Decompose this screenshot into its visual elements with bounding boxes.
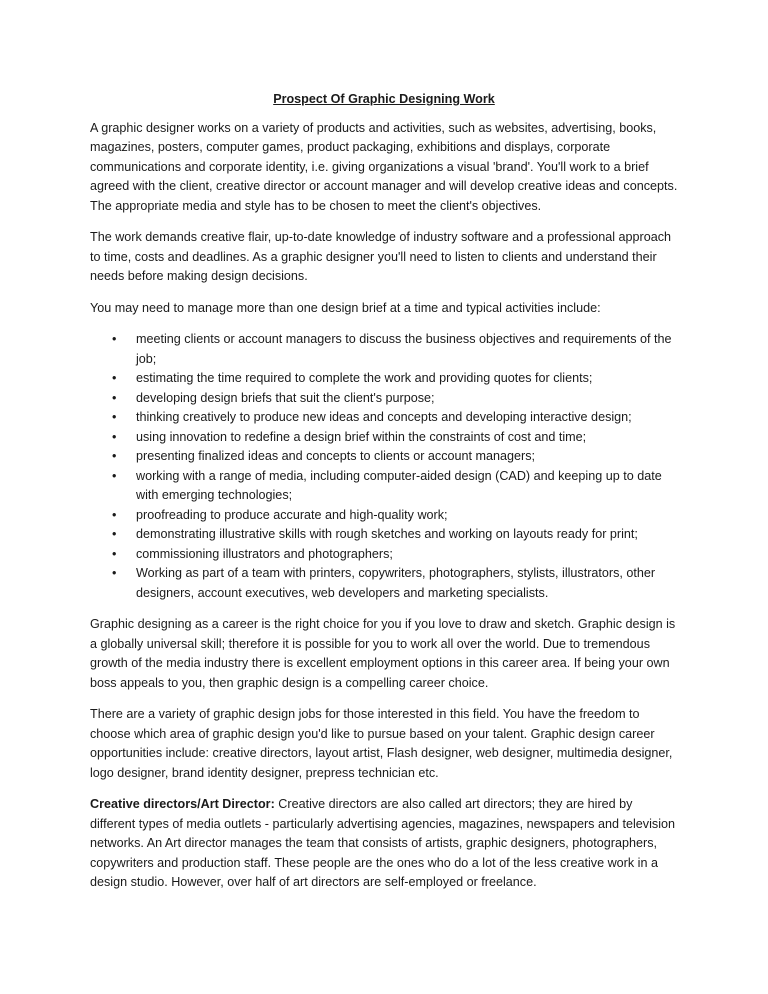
list-item [90, 447, 678, 467]
list-item [90, 330, 678, 369]
list-item-text: presenting finalized ideas and concepts to clients or account managers; [136, 449, 536, 463]
list-item-text: proofreading to produce accurate and high-quality work; [136, 507, 448, 522]
list-item [90, 389, 678, 409]
list-item-text: demonstrating illustrative skills with rough sketches and working on layouts ready for print; [136, 527, 638, 541]
paragraph-demands: The work demands creative flair, up-to-date knowledge of industry software and a professional approach to time, costs and deadlines. As a graphic designer you'll need to listen to clients and understand their needs before making design decisions. [90, 230, 672, 283]
bullet-icon: • [112, 371, 117, 385]
list-item [90, 545, 678, 565]
list-item [90, 428, 678, 448]
list-item [90, 467, 678, 506]
list-item-text: Working as part of a team with printers, copywriters, photographers, stylists, illustrators, other designers, account executives, web developers and marketing specialists. [136, 566, 656, 600]
list-item-text: developing design briefs that suit the client's purpose; [136, 390, 435, 405]
creative-directors-heading: Creative directors/Art Director: [90, 797, 275, 811]
creative-directors-text: Creative directors are also called art directors; they are hired by different types of media outlets - particularly advertising agencies, magazines, newspapers and television networks. An Art director manages the team that consists of artists, graphic designers, photographers, copywriters and production staff. These people are the ones who do a lot of the less creative work in a design studio. However, over half of art directors are self-employed or freelance. [90, 797, 675, 889]
bullet-icon: • [112, 390, 117, 405]
bullet-icon: • [112, 527, 117, 541]
list-item [90, 369, 678, 389]
list-item-text: using innovation to redefine a design brief within the constraints of cost and time; [136, 429, 587, 444]
list-item-text: meeting clients or account managers to discuss the business objectives and requirements of the job; [136, 332, 672, 366]
list-item [90, 525, 678, 545]
list-item [90, 564, 678, 603]
bullet-icon: • [112, 410, 117, 424]
list-item-text: working with a range of media, including computer-aided design (CAD) and keeping up to date with emerging technologies; [136, 468, 662, 502]
bullet-icon: • [112, 566, 117, 580]
list-item [90, 506, 678, 526]
list-item [90, 408, 678, 428]
paragraph-activities-intro: You may need to manage more than one design brief at a time and typical activities include: [90, 300, 601, 315]
list-item-text: thinking creatively to produce new ideas and concepts and developing interactive design; [136, 410, 632, 424]
activities-list [90, 330, 678, 603]
bullet-icon: • [112, 332, 117, 346]
bullet-icon: • [112, 507, 117, 522]
document-title: Prospect Of Graphic Designing Work [273, 92, 495, 106]
paragraph-jobs: There are a variety of graphic design jobs for those interested in this field. You have the freedom to choose which area of graphic design you'd like to pursue based on your talent. Graphic design career opportunities include: creative directors, layout artist, Flash designer, web designer, multimedia designer, logo designer, brand identity designer, prepress technician etc. [90, 707, 673, 780]
paragraph-intro: A graphic designer works on a variety of products and activities, such as websites, advertising, books, magazines, posters, computer games, product packaging, exhibitions and displays, corporate communications and corporate identity, i.e. giving organizations a visual 'brand'. You'll work to a brief agreed with the client, creative director or account manager and will develop creative ideas and concepts. The appropriate media and style has to be chosen to meet the client's objectives. [90, 120, 678, 213]
bullet-icon: • [112, 546, 117, 561]
bullet-icon: • [112, 468, 117, 483]
paragraph-creative-directors [90, 795, 678, 893]
bullet-icon: • [112, 449, 117, 463]
paragraph-career: Graphic designing as a career is the right choice for you if you love to draw and sketch. Graphic design is a globally universal skill; therefore it is possible for you to work all over the world. Due to tremendous growth of the media industry there is excellent employment options in this career area. If being your own boss appeals to you, then graphic design is a compelling career choice. [90, 617, 676, 690]
list-item-text: commissioning illustrators and photographers; [136, 546, 393, 561]
bullet-icon: • [112, 429, 117, 444]
list-item-text: estimating the time required to complete the work and providing quotes for clients; [136, 371, 593, 385]
